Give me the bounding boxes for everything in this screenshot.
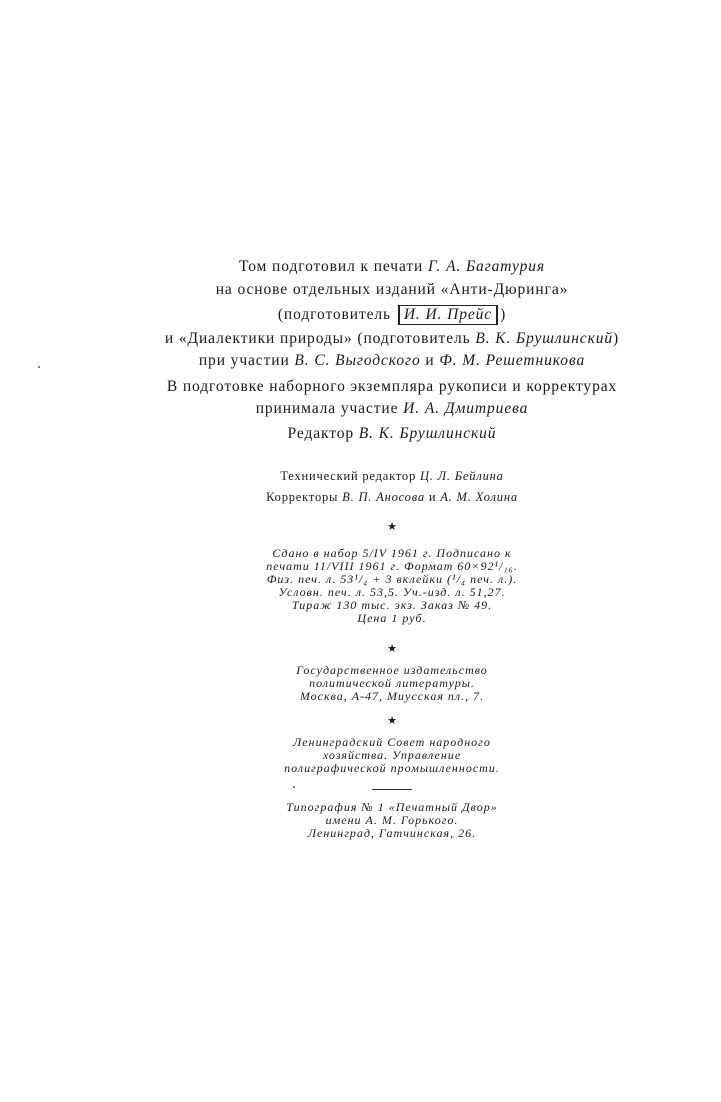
printer-line: Типография № 1 «Печатный Двор» [286,800,498,814]
divider-rule [372,789,412,790]
publisher-line: Государственное издательство [296,663,488,677]
text: (подготовитель [277,306,396,323]
text: Том подготовил к печати [239,258,428,275]
text: Корректоры [266,490,343,504]
council-line: полиграфической промышленности. [284,761,500,775]
person-name: В. К. Брушлинский [358,425,497,442]
technical-editor-line [0,469,721,484]
printer-block [0,801,721,840]
text: Редактор [287,425,359,442]
person-name: Ф. М. Решетникова [439,352,586,369]
person-name: В. П. Аносова [342,490,425,504]
star-separator-icon: ★ [387,715,397,727]
boxed-person-name: И. И. Прейс [398,305,498,325]
credit-line-preparer [0,305,721,325]
council-block [0,736,721,775]
print-info-line: Сдано в набор 5/IV 1961 г. Подписано к [272,546,512,560]
publisher-line: политической литературы. [309,676,475,690]
proofreaders-line [0,490,721,505]
text: и [420,352,440,369]
person-name: А. М. Холина [440,490,518,504]
person-name: В. К. Брушлинский [475,330,614,347]
credit-line-proofreading [0,400,721,418]
text: принимала участие [255,400,404,417]
print-info-line: Тираж 130 тыс. экз. Заказ № 49. [291,598,493,612]
credit-line-manuscript [0,378,721,396]
credit-line-prepared-by [0,258,721,276]
person-name: И. А. Дмитриева [403,400,529,417]
print-info-line: печати 11/VIII 1961 г. Формат 60×92¹/₁₆. [266,559,518,573]
text: при участии [198,352,295,369]
text: Технический редактор [280,469,420,483]
print-info-line: Цена 1 руб. [357,611,427,625]
printer-line: Ленинград, Гатчинская, 26. [307,826,477,840]
text: и [424,490,441,504]
print-info-line: Физ. печ. л. 53¹/₄ + 3 вклейки (¹/₄ печ. л.). [266,572,518,586]
star-separator-icon: ★ [387,643,397,655]
star-separator-icon: ★ [387,521,397,533]
print-info-block [0,547,721,625]
printer-line: имени А. М. Горького. [325,813,459,827]
scan-speck [293,786,295,788]
scan-speck [38,366,40,368]
credit-line-participation [0,352,721,370]
text: и «Диалектики природы» (подготовитель [164,330,476,347]
print-info-line: Условн. печ. л. 53,5. Уч.-изд. л. 51,27. [278,585,506,599]
credit-line-dialectics [0,330,721,348]
text: ) [500,306,507,323]
council-line: Ленинградский Совет народного [293,735,491,749]
credit-line-editor [0,425,721,443]
publisher-block [0,664,721,703]
person-name: Ц. Л. Бейлина [419,469,504,483]
person-name: В. С. Выгодского [294,352,421,369]
person-name: Г. А. Багатурия [428,258,545,275]
text: на основе отдельных изданий «Анти-Дюринга» [215,281,569,298]
council-line: хозяйства. Управление [322,748,462,762]
text: ) [613,330,620,347]
publisher-line: Москва, А-47, Миусская пл., 7. [299,689,485,703]
text: В подготовке наборного экземпляра рукописи и корректурах [166,378,618,395]
credit-line-editions [0,281,721,299]
